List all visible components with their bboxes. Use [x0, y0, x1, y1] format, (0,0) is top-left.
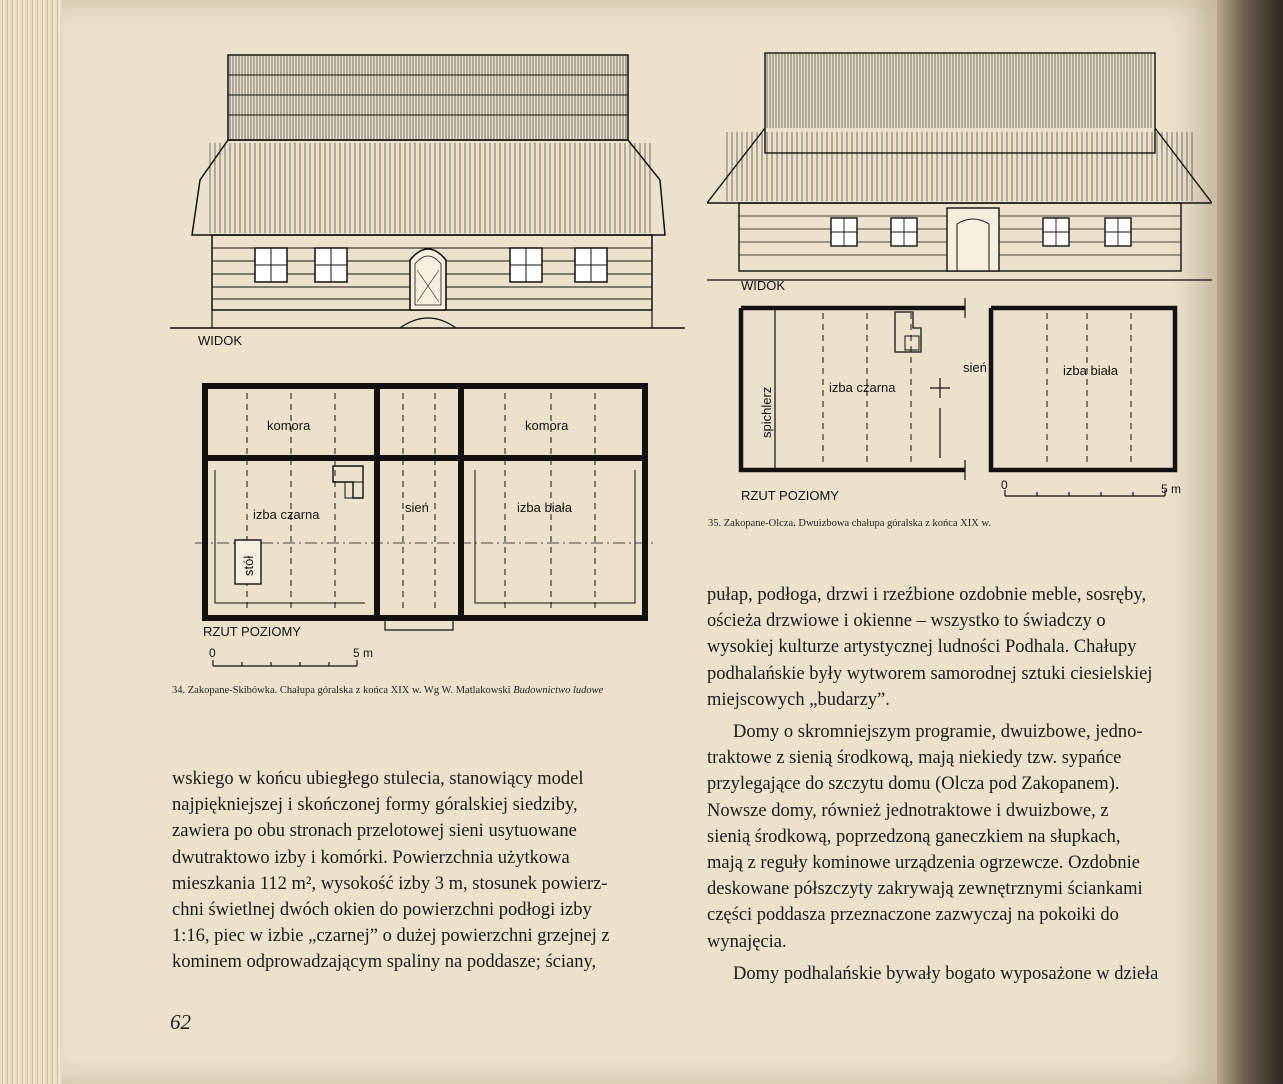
figure-34-caption-text: 34. Zakopane-Skibówka. Chałupa góralska z końca XIX w. Wg W. Matlakowski — [172, 685, 514, 696]
izba-biala-label: izba biała — [517, 500, 572, 515]
text-line: najpiękniejszej i skończonej formy góralskiej siedziby, — [172, 795, 578, 816]
text-line: miejscowych „budarzy”. — [707, 689, 890, 710]
komora-left-label: komora — [267, 418, 311, 433]
sien-label: sień — [405, 500, 429, 515]
text-line: dwutraktowo izby i komórki. Powierzchnia użytkowa — [172, 847, 570, 868]
fig35-izba-czarna-label: izba czarna — [829, 380, 896, 395]
figure-34-view-label: WIDOK — [198, 333, 243, 348]
text-line: kominem odprowadzającym spaliny na poddasze; ściany, — [172, 952, 597, 973]
figure-35-caption: 35. Zakopane-Olcza. Dwuizbowa chałupa góralska z końca XIX w. — [708, 518, 991, 529]
figure-35-plan — [735, 298, 1185, 508]
text-line: ościeża drzwiowe i okienne – wszystko to świadczy o — [707, 611, 1106, 632]
stol-label: stół — [241, 555, 256, 576]
left-column-text — [172, 766, 677, 976]
text-line: wskiego w końcu ubiegłego stulecia, stanowiący model — [172, 769, 584, 789]
figure-34-caption-italic: Budownictwo ludowe — [513, 685, 604, 696]
text-line: przylegające do szczytu domu (Olcza pod Zakopanem). — [707, 774, 1120, 795]
text-line: sienią środkową, poprzedzoną ganeczkiem na słupkach, — [707, 826, 1121, 847]
figure-35-scale-end: 5 m — [1161, 482, 1182, 496]
figure-34-caption — [172, 683, 692, 699]
spichlerz-label: spichlerz — [759, 386, 774, 438]
text-line: wysokiej kulturze artystycznej ludności Podhala. Chałupy — [707, 637, 1137, 658]
figure-34-scale-end: 5 m — [353, 646, 374, 660]
figure-35-scale-start: 0 — [1001, 478, 1008, 492]
text-line: chni świetlnej dwóch okien do powierzchni podłogi izby — [172, 900, 592, 921]
fig35-izba-biala-label: izba biała — [1063, 363, 1118, 378]
text-line: części poddasza przeznaczone zazwyczaj na pokoiki do — [707, 905, 1119, 926]
figure-34-scale-start: 0 — [209, 646, 216, 660]
right-column-text — [707, 582, 1209, 987]
text-line: mieszkania 112 m², wysokość izby 3 m, stosunek powierz- — [172, 873, 608, 894]
komora-right-label: komora — [525, 418, 569, 433]
text-line: mają z reguły kominowe urządzenia ogrzewcze. Ozdobnie — [707, 853, 1141, 874]
text-line: Domy podhalańskie bywały bogato wyposażone w dzieła — [733, 963, 1159, 984]
figure-34-plan — [195, 378, 665, 670]
text-line: pułap, podłoga, drzwi i rzeźbione ozdobnie meble, sosręby, — [707, 585, 1147, 605]
page-number: 62 — [170, 1010, 191, 1034]
text-line: Domy o skromniejszym programie, dwuizbowe, jedno- — [733, 722, 1143, 743]
text-line: Nowsze domy, również jednotraktowe i dwuizbowe, z — [707, 800, 1109, 821]
text-line: zawiera po obu stronach przelotowej sieni usytuowane — [172, 821, 577, 842]
text-line: 1:16, piec w izbie „czarnej” o dużej powierzchni grzejnej z — [172, 926, 610, 947]
text-line: podhalańskie były wytworem samorodnej sztuki ciesielskiej — [707, 663, 1153, 684]
book-spine-right — [1217, 0, 1283, 1084]
book-page-stack-left — [0, 0, 70, 1084]
figure-35-plan-label: RZUT POZIOMY — [741, 488, 839, 503]
text-line: wynajęcia. — [707, 931, 787, 952]
text-line: deskowane półszczyty zakrywają zewnętrznymi ściankami — [707, 879, 1143, 900]
text-line: traktowe z sienią środkową, mają niekiedy tzw. sypańce — [707, 748, 1122, 769]
fig35-sien-label: sień — [963, 360, 987, 375]
figure-34-plan-label: RZUT POZIOMY — [203, 624, 301, 639]
figure-35-view-label: WIDOK — [741, 278, 786, 293]
figure-35-elevation — [707, 48, 1212, 298]
figure-34-elevation — [170, 40, 690, 350]
izba-czarna-label: izba czarna — [253, 507, 320, 522]
